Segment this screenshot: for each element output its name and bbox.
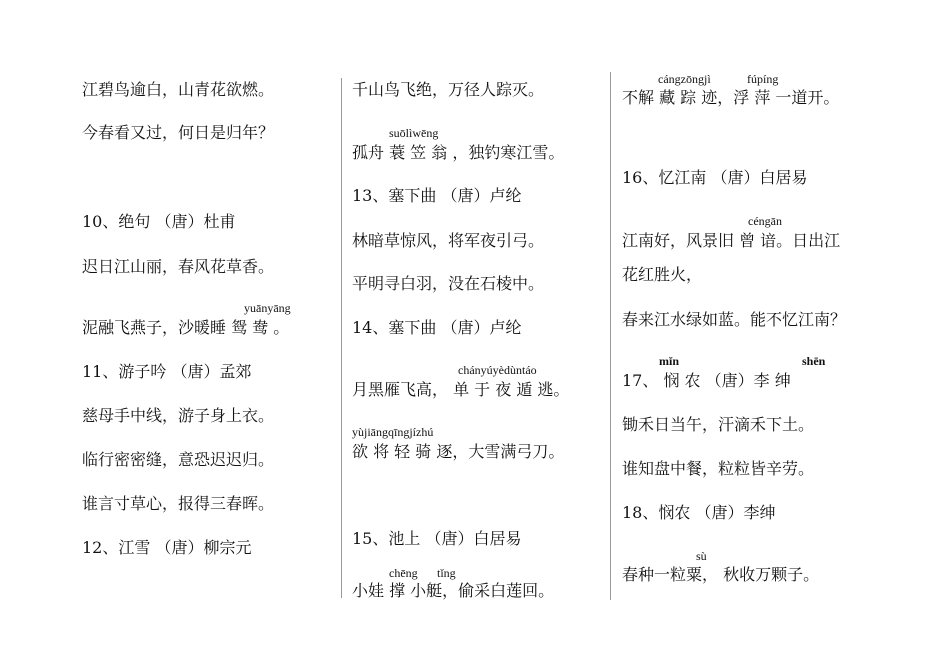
column-divider-right <box>610 72 611 600</box>
pinyin-annotation: chányúyèdùntáo <box>458 363 537 377</box>
pinyin-annotation: céngān <box>748 214 782 228</box>
poem-line: 小娃 撑 小艇，偷采白莲回。 <box>352 581 555 600</box>
poem-heading: 10、绝句 （唐）杜甫 <box>82 212 236 231</box>
poem-line: 月黑雁飞高， 单 于 夜 遁 逃。 <box>352 380 570 399</box>
poem-heading: 14、塞下曲 （唐）卢纶 <box>352 318 522 337</box>
poem-line: 临行密密缝，意恐迟迟归。 <box>82 450 275 469</box>
poem-line: 千山鸟飞绝，万径人踪灭。 <box>352 80 545 99</box>
poem-line: 今春看又过，何日是归年？ <box>82 123 275 142</box>
pinyin-annotation: yùjiāngqīngjízhú <box>352 425 434 439</box>
poem-line: 春来江水绿如蓝。能不忆江南？ <box>622 310 847 329</box>
poem-line: 江碧鸟逾白，山青花欲燃。 <box>82 80 275 99</box>
poem-line: 慈母手中线，游子身上衣。 <box>82 406 275 425</box>
poem-line: 欲 将 轻 骑 逐，大雪满弓刀。 <box>352 442 565 461</box>
pinyin-annotation: cángzōngjì <box>658 72 711 86</box>
pinyin-annotation: fúpíng <box>747 72 779 86</box>
poem-line: 林暗草惊风，将军夜引弓。 <box>352 231 545 250</box>
poem-line: 迟日江山丽，春风花草香。 <box>82 257 275 276</box>
poem-heading: 17、 悯 农 （唐）李 绅 <box>622 371 791 390</box>
pinyin-annotation: yuānyāng <box>244 301 291 315</box>
pinyin-annotation: mǐn <box>659 354 680 368</box>
poem-heading: 15、池上 （唐）白居易 <box>352 529 522 548</box>
pinyin-annotation: tǐng <box>437 566 456 580</box>
poem-heading: 12、江雪 （唐）柳宗元 <box>82 538 252 557</box>
poem-heading: 13、塞下曲 （唐）卢纶 <box>352 186 522 205</box>
poem-heading: 11、游子吟 （唐）孟郊 <box>82 362 252 381</box>
poem-line: 谁言寸草心，报得三春晖。 <box>82 494 275 513</box>
poem-line: 平明寻白羽，没在石棱中。 <box>352 274 545 293</box>
poem-line: 谁知盘中餐，粒粒皆辛劳。 <box>622 459 815 478</box>
poem-line: 花红胜火， <box>622 265 703 284</box>
poem-line: 泥融飞燕子，沙暖睡 鸳 鸯 。 <box>82 318 290 337</box>
poem-heading: 16、忆江南 （唐）白居易 <box>622 168 808 187</box>
poem-heading: 18、悯农 （唐）李绅 <box>622 503 776 522</box>
pinyin-annotation: chēng <box>389 566 418 580</box>
poem-line: 不解 藏 踪 迹，浮 萍 一道开。 <box>622 88 840 107</box>
poem-line: 江南好，风景旧 曾 谙。日出江 <box>622 231 841 250</box>
pinyin-annotation: sù <box>696 549 707 563</box>
poem-line: 春种一粒粟， 秋收万颗子。 <box>622 565 820 584</box>
poem-line: 锄禾日当午，汗滴禾下土。 <box>622 415 815 434</box>
pinyin-annotation: shēn <box>802 354 826 368</box>
pinyin-annotation: suōlìwēng <box>389 126 439 140</box>
poem-line: 孤舟 蓑 笠 翁 ，独钓寒江雪。 <box>352 143 565 162</box>
column-divider-left <box>341 78 342 598</box>
